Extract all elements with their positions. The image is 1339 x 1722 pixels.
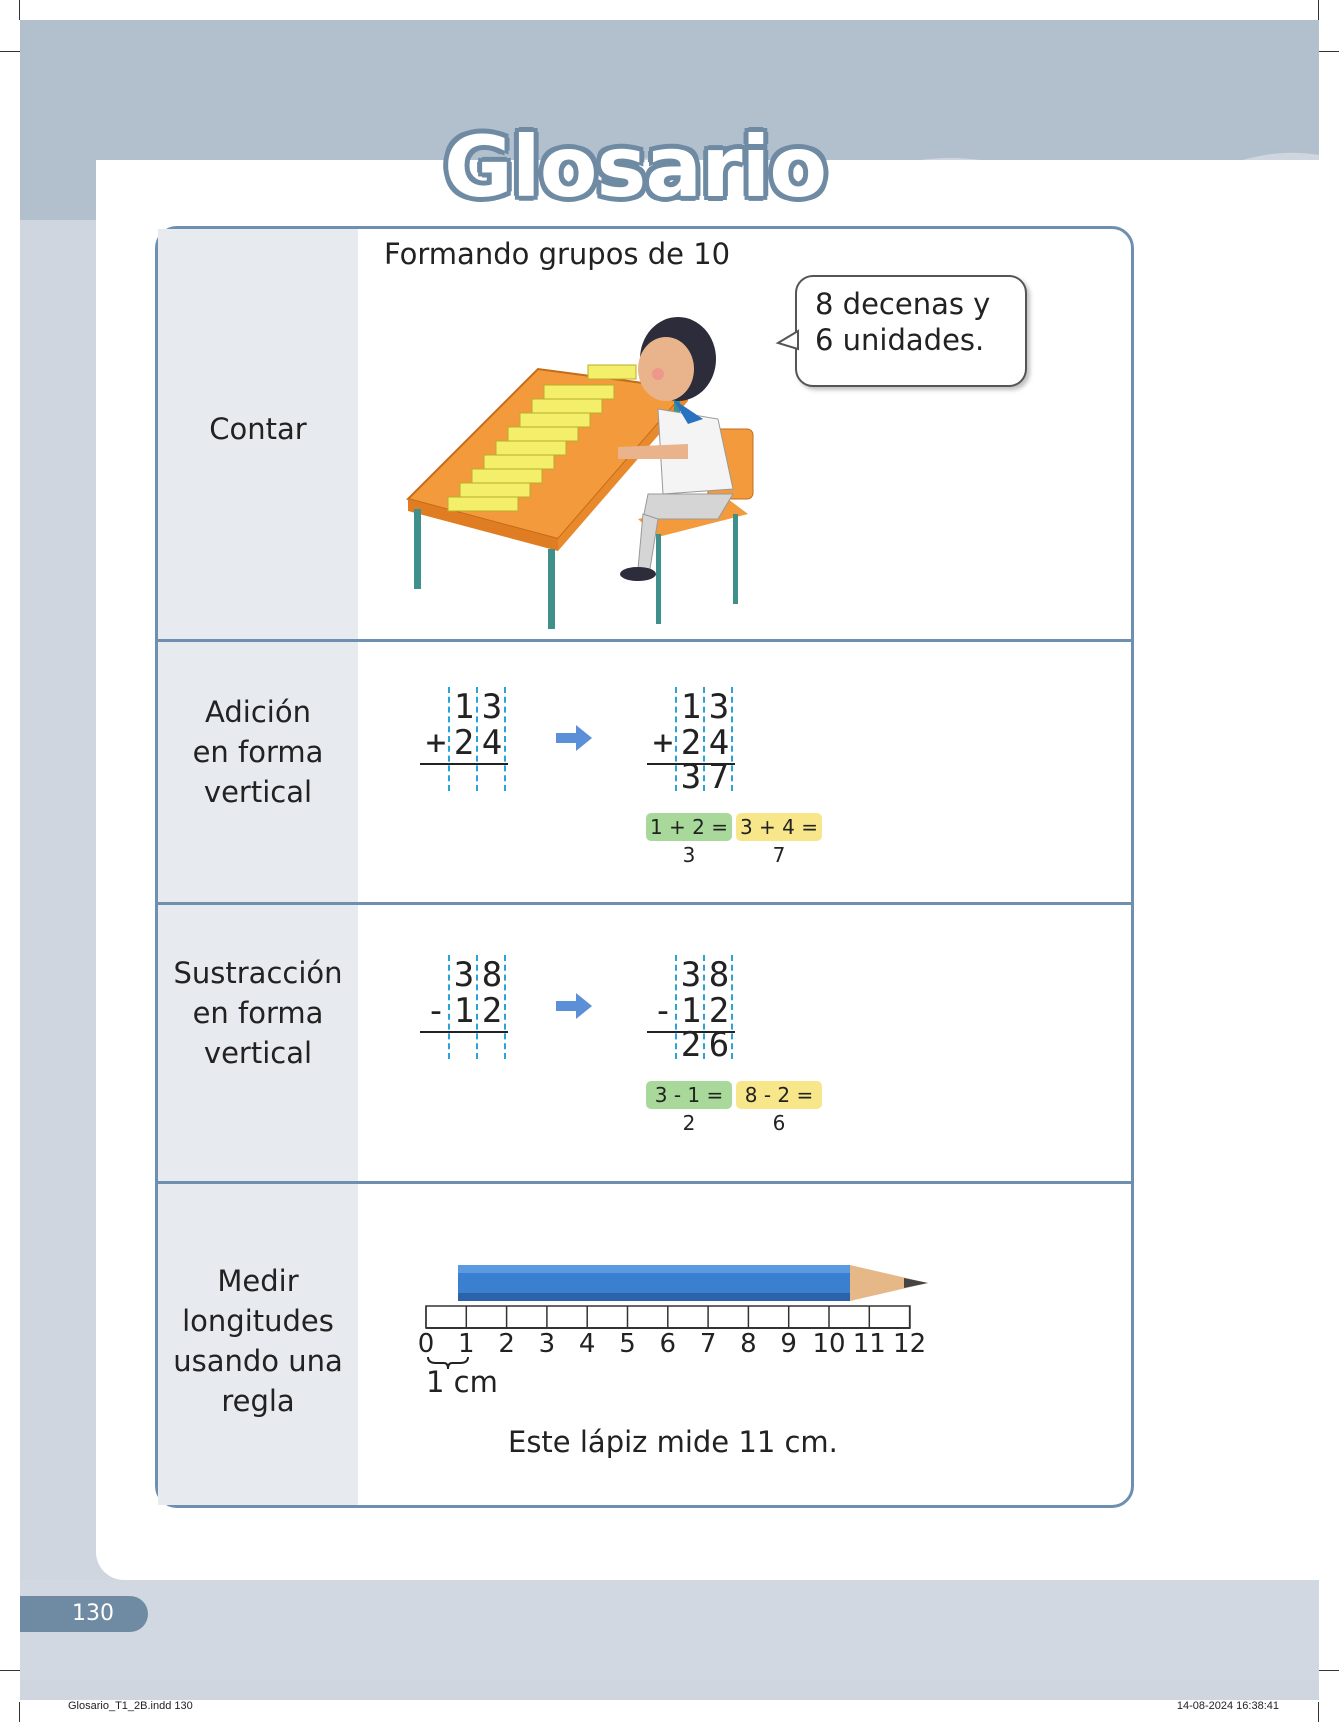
digit: 8 [481,955,503,995]
crop-mark [1318,1702,1319,1722]
term-line: Contar [209,412,307,446]
digit: 2 [453,723,475,763]
term-adicion [158,692,358,812]
ruler-tick-label: 3 [538,1329,556,1359]
term-line: longitudes [182,1304,334,1338]
crop-mark [0,51,20,52]
row-divider [158,1181,1131,1184]
crop-mark [19,1702,20,1722]
term-line: Adición [205,695,311,729]
ruler-tick-label: 11 [852,1329,886,1359]
digit: 1 [680,991,702,1031]
ruler-tick-label: 5 [619,1329,636,1359]
print-timestamp: 14-08-2024 16:38:41 [1176,1700,1279,1712]
footer-band [20,1580,1319,1680]
ruler-tick-label: 12 [893,1329,927,1359]
speech-bubble [795,275,1027,387]
contar-caption: Formando grupos de 10 [384,237,731,271]
digit: 3 [680,955,702,995]
unit-label: 1 cm [426,1365,498,1399]
ruler-tick-label: 1 [458,1329,475,1359]
ruler-tick-label: 4 [578,1329,596,1359]
ruler-tick-label: 10 [812,1329,846,1359]
digit: 2 [708,991,730,1031]
ruler-tick-label: 6 [659,1329,677,1359]
digit: 2 [680,723,702,763]
term-line: vertical [203,1036,313,1070]
difference-line [420,1031,508,1033]
term-line: Sustracción [173,956,343,990]
units-sum-tag: 3 + 4 = 7 [736,813,822,841]
result-digit: 3 [680,757,702,797]
result-digit: 2 [680,1025,702,1065]
term-line: usando una [173,1344,343,1378]
operator: + [652,723,674,763]
digit: 8 [708,955,730,995]
ruler [417,1304,940,1364]
term-line: en forma [192,996,324,1030]
file-slug: Glosario_T1_2B.indd 130 [68,1700,193,1712]
term-medir [158,1261,358,1421]
operator: - [652,991,674,1031]
digit: 2 [481,991,503,1031]
digit: 1 [453,687,475,727]
crop-mark [0,1670,20,1671]
subtraction-problem [420,955,520,1065]
digit: 1 [680,687,702,727]
crop-mark [1319,51,1339,52]
page-number-tab [20,1596,148,1632]
digit: 3 [453,955,475,995]
digit: 3 [708,687,730,727]
operator: - [425,991,447,1031]
ruler-tick-label: 2 [498,1329,515,1359]
row-divider [158,902,1131,905]
term-contar [158,409,358,449]
addition-solution [647,687,747,797]
ruler-tick-label: 9 [780,1329,797,1359]
term-line: Medir [217,1264,299,1298]
digit: 4 [481,723,503,763]
tens-sum-tag: 1 + 2 = 3 [646,813,732,841]
digit: 1 [453,991,475,1031]
arrow-right-icon [556,991,594,1021]
row-divider [158,639,1131,642]
addition-problem [420,687,520,797]
term-line: regla [221,1384,295,1418]
tens-difference-tag: 3 - 1 = 2 [646,1081,732,1109]
bubble-line: 6 unidades. [815,323,985,357]
page-number: 130 [72,1601,114,1626]
ruler-tick-label: 7 [699,1329,717,1359]
measurement-caption: Este lápiz mide 11 cm. [508,1425,838,1459]
crop-mark [19,0,20,20]
result-digit: 6 [708,1025,730,1065]
title-container [0,118,1270,216]
digit: 4 [708,723,730,763]
units-difference-tag: 8 - 2 = 6 [736,1081,822,1109]
operator: + [425,723,447,763]
sum-line [420,763,508,765]
ruler-tick-label: 0 [417,1329,435,1359]
term-line: en forma [192,735,324,769]
ruler-tick-label: 8 [740,1329,757,1359]
digit: 3 [481,687,503,727]
page-title: Glosario [443,118,827,216]
pencil-illustration [458,1259,938,1309]
speech-bubble-tail [778,329,802,353]
term-sustraccion [158,953,358,1073]
subtraction-solution [647,955,747,1065]
arrow-right-icon [556,723,594,753]
term-line: vertical [203,775,313,809]
crop-mark [1319,1670,1339,1671]
child-counting-blocks-illustration [388,269,788,629]
crop-mark [1318,0,1319,20]
glossary-table [155,226,1134,1508]
result-digit: 7 [708,757,730,797]
bubble-line: 8 decenas y [815,287,991,321]
